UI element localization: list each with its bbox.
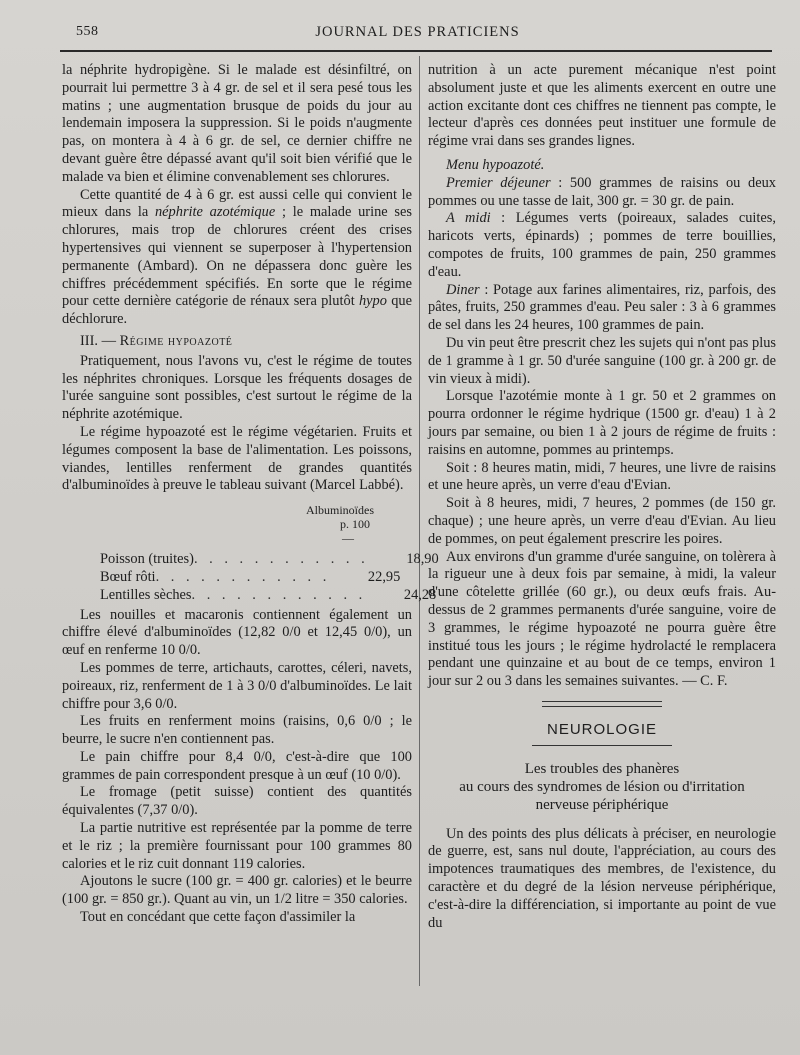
left-column (62, 62, 439, 927)
paragraph: Du vin peut être prescrit chez les sujets qui n'ont pas plus de 1 gramme à 1 gr. 50 d'urée sanguine (100 gr. à 200 gr. de vin vieux à midi). (428, 334, 776, 387)
journal-title: JOURNAL DES PRATICIENS (315, 24, 520, 40)
paragraph-azotemique: Cette quantité de 4 à 6 gr. est aussi celle qui convient le mieux dans la néphrite azotémique ; le malade urine ses chlorures, mais trop de chlorures créent des crises hypertensives qui viennent se superposer à l'hypertension permanente (Ambard). On ne dépassera donc guère les chiffres précédemment spécifiés. En sorte que le régime pour cette dernière catégorie de rénaux sera plutôt hypo que déchlorure. (62, 186, 413, 328)
column-separator (419, 56, 420, 986)
paragraph: Un des points des plus délicats à préciser, en neurologie de guerre, est, sans nul doute, l'appréciation, au cours des impotences traumatiques des membres, de l'existence, du caractère et du degré de la lésion nerveuse périphérique, c'est-à-dire la différenciation, si importante au point de vue du (428, 825, 776, 931)
paragraph: Tout en concédant que cette façon d'assimiler la (80, 909, 356, 926)
paragraph: Lorsque l'azotémie monte à 1 gr. 50 et 2 grammes on pourra ordonner le régime hydrique (1500 gr. d'eau) 1 à 2 jours par semaine, ou bien 1 à 2 jours de régime de fruits : raisins en automne, pommes au printemps. (428, 388, 776, 458)
paragraph: Pratiquement, nous l'avons vu, c'est le régime de toutes les néphrites chroniques. Lorsque les fréquents dosages de l'urée sanguine sont possibles, c'est surtout le régime de la néphrite azotémique. (62, 352, 412, 423)
paragraph: Ajoutons le sucre (100 gr. = 400 gr. calories) et le beurre (100 gr. = 850 gr.). Quant au vin, un 1/2 litre = 350 calories. (62, 873, 412, 908)
menu-item: Diner : Potage aux farines alimentaires, riz, parfois, des pâtes, fruits, 250 grammes d'eau. Peu saler : 3 à 6 grammes de sel dans les 24 heures, 100 grammes de pain. (428, 281, 776, 334)
table-row: Lentilles sèches . . . . . . . . . . . . 24,28 (100, 586, 437, 603)
paragraph: Le fromage (petit suisse) contient des quantités équivalentes (7,37 0/0). (62, 784, 412, 819)
table-row: Bœuf rôti . . . . . . . . . . . . 22,95 (100, 568, 401, 585)
page-number: 558 (76, 24, 99, 39)
paragraph: Aux environs d'un gramme d'urée sanguine, on tolèrera à la rigueur une à deux fois par semaine, à midi, la valeur d'une côtelette grillée (60 gr.), ou deux œufs frais. Au-dessus de 2 grammes permanents d'urée sanguine, voire de 3 grammes, le régime hypoazoté ne pourra guère être institué tous les jours ; le régime hydrolacté le remplacera pendant une quinzaine et au bout de ce temps, environ 1 jour sur 2 ou 3 dans les semaines suivantes. — C. F. (428, 548, 776, 690)
section-underline (532, 745, 672, 746)
right-column (428, 62, 776, 932)
menu-item: Premier déjeuner : 500 grammes de raisins ou deux pommes ou une tasse de lait, 300 gr. = 30 gr. de pain. (428, 174, 776, 209)
table-header: Albuminoïdes p. 100 — (306, 503, 374, 546)
article-body (428, 826, 776, 933)
paragraph: Les nouilles et macaronis contiennent également un chiffre élevé d'albuminoïdes (12,82 0/0 et 12,45 0/0), un œuf en renferme 10 0/0. (62, 606, 412, 659)
running-header (60, 24, 775, 44)
article-title: Les troubles des phanères au cours des syndromes de lésion ou d'irritation nerveuse périphérique (459, 760, 745, 813)
paragraph: La partie nutritive est représentée par la pomme de terre et le riz ; la première fournissant pour 100 grammes 80 calories et le riz cuit donnant 119 calories. (62, 820, 412, 872)
table-row: Poisson (truites) . . . . . . . . . . . . 18,90 (100, 551, 439, 568)
paragraph: Les fruits en renferment moins (raisins, 0,6 0/0 ; le beurre, le sucre n'en contiennent pas. (62, 713, 412, 748)
paragraph: Le pain chiffre pour 8,4 0/0, c'est-à-dire que 100 grammes de pain correspondent presque à un œuf (10 0/0). (62, 748, 412, 783)
albuminoid-table (62, 551, 439, 604)
section-title: NEUROLOGIE (546, 720, 658, 738)
menu-item: A midi : Légumes verts (poireaux, salades cuites, haricots verts, épinards) ; pommes de terre bouillies, compotes de fruits, 100 grammes de pain, 250 grammes d'eau. (428, 210, 777, 280)
paragraph: Soit à 8 heures, midi, 7 heures, 2 pommes (de 150 gr. chaque) ; une heure après, un verre d'eau d'Evian. Au lieu de pommes, on peut également prescrire les poires. (428, 495, 776, 547)
header-rule (60, 50, 772, 52)
paragraph: Soit : 8 heures matin, midi, 7 heures, une livre de raisins et une heure après, un verre d'eau d'Evian. (428, 459, 776, 494)
section-banner (428, 719, 776, 746)
paragraph: Les pommes de terre, artichauts, carottes, céleri, navets, poireaux, riz, renferment de 1 à 3 0/0 d'albuminoïdes. Le lait chiffre pour 3,6 0/0. (62, 659, 412, 712)
section-heading: III. — Régime hypoazoté (80, 332, 233, 349)
paragraph: nutrition à un acte purement mécanique n'est point absolument juste et que les aliments exercent en outre une action excitante dont ces chiffres ne tiennent pas compte, le lecteur d'après ces données peut instituer une formule de régime vrai dans ses grandes lignes. (428, 62, 776, 150)
menu-title: Menu hypoazoté. (446, 156, 545, 173)
section-divider (542, 701, 662, 707)
paragraph: Le régime hypoazoté est le régime végétarien. Fruits et légumes composent la base de l'alimentation. Les poissons, viandes, lentilles renferment de grandes quantités d'albuminoïdes à preuve le tableau suivant (Marcel Labbé). (62, 423, 412, 494)
paragraph: la néphrite hydropigène. Si le malade est désinfiltré, on pourrait lui permettre 3 à 4 gr. de sel et il sera pesé tous les matins ; une augmentation brusque de poids du jour au lendemain imposera la suppression. Si le poids n'augmente pas, on montera à 4 à 6 gr. de sel, ce dernier chiffre ne devant guère être dépassé avant qu'il soit bien vérifié que le malade va bien et élimine convenablement ses chlorures. (62, 62, 412, 185)
